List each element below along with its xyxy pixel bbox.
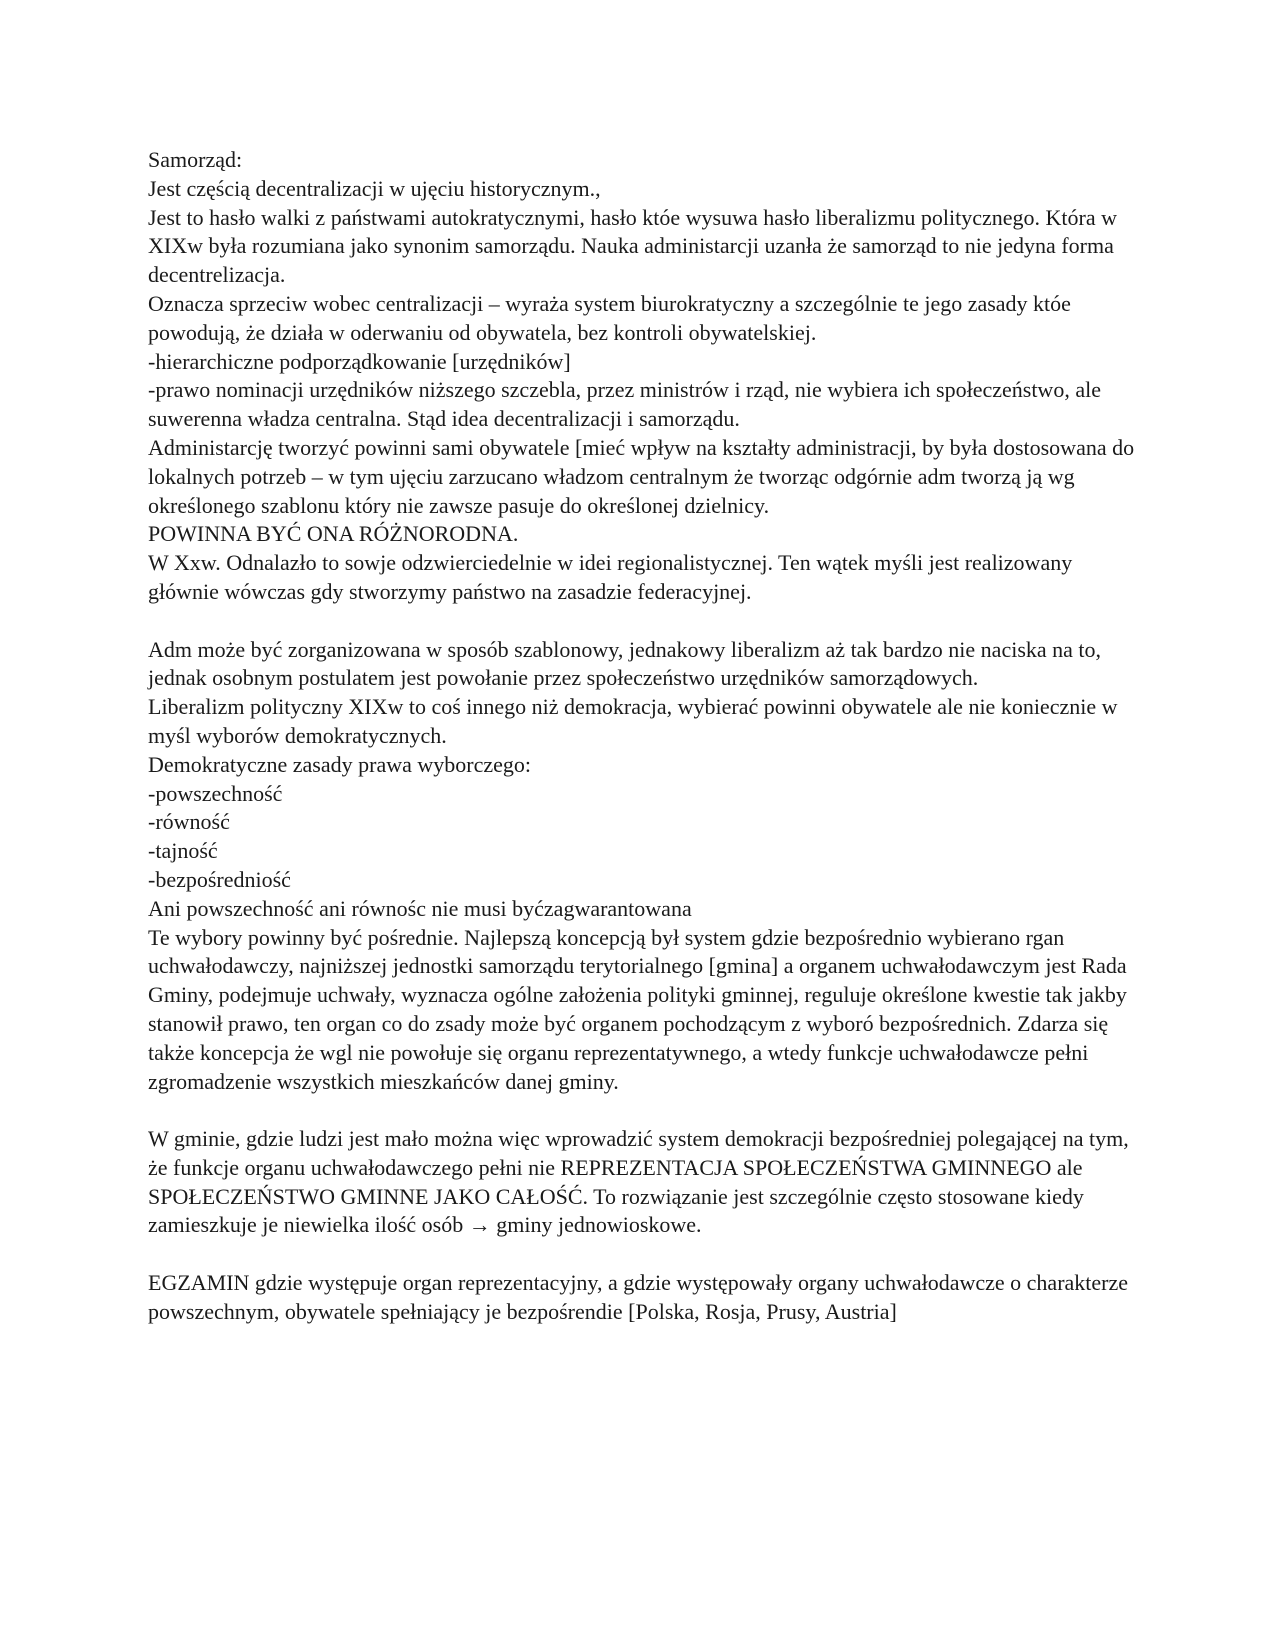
- paragraph: Te wybory powinny być pośrednie. Najlepszą koncepcją był system gdzie bezpośrednio wybierano rgan uchwałodawczy, najniższej jednostki samorządu terytorialnego [gmina] a organem uchwałodawczym jest Rada Gminy, podejmuje uchwały, wyznacza ogólne założenia polityki gminnej, reguluje określone kwestie tak jakby stanowił prawo, ten organ co do zsady może być organem pochodzącym z wyboró bezpośrednich. Zdarza się także koncepcja że wgl nie powołuje się organu reprezentatywnego, a wtedy funkcje uchwałodawcze pełni zgromadzenie wszystkich mieszkańców danej gminy.: [148, 924, 1127, 1094]
- paragraph: Liberalizm polityczny XIXw to coś innego niż demokracja, wybierać powinni obywatele ale nie koniecznie w myśl wyborów demokratycznych.: [148, 694, 1118, 748]
- blank-line: [148, 607, 1138, 636]
- heading-samorzad: Samorząd:: [148, 147, 243, 172]
- list-item: -powszechność: [148, 780, 283, 806]
- paragraph: W Xxw. Odnalazło to sowje odzwierciedelnie w idei regionalistycznej. Ten wątek myśli jest realizowany głównie wówczas gdy stworzymy państwo na zasadzie federacyjnej.: [148, 550, 1073, 604]
- paragraph: Adm może być zorganizowana w sposób szablonowy, jednakowy liberalizm aż tak bardzo nie naciska na to, jednak osobnym postulatem jest powołanie przez społeczeństwo urzędników samorządowych.: [148, 636, 1102, 691]
- blank-line: [148, 1096, 1138, 1125]
- list-item: -równość: [148, 809, 230, 835]
- document-body: [148, 146, 1138, 1327]
- list-item: -prawo nominacji urzędników niższego szczebla, przez ministrów i rząd, nie wybiera ich społeczeństwo, ale suwerenna władza centralna. Stąd idea decentralizacji i samorządu.: [148, 377, 1101, 432]
- list-item: -bezpośredniość: [148, 866, 291, 892]
- list-item: -tajność: [148, 838, 218, 864]
- exam-note-paragraph: EGZAMIN gdzie występuje organ reprezentacyjny, a gdzie występowały organy uchwałodawcze o charakterze powszechnym, obywatele spełniający je bezpośrendie [Polska, Rosja, Prusy, Austria]: [148, 1270, 1129, 1324]
- paragraph: Jest częścią decentralizacji w ujęciu historycznym.,: [148, 175, 601, 201]
- paragraph: W gminie, gdzie ludzi jest mało można więc wprowadzić system demokracji bezpośredniej polegającej na tym, że funkcje organu uchwałodawczego pełni nie REPREZENTACJA SPOŁECZEŃSTWA GMINNEGO ale SPOŁECZEŃSTWO GMINNE JAKO CAŁOŚĆ. To rozwiązanie jest szczególnie często stosowane kiedy zamieszkuje je niewielka ilość osób → gminy jednowioskowe.: [148, 1126, 1129, 1238]
- emphasis-line: POWINNA BYĆ ONA RÓŻNORODNA.: [148, 521, 519, 547]
- paragraph: Oznacza sprzeciw wobec centralizacji – wyraża system biurokratyczny a szczególnie te jego zasady któe powodują, że działa w oderwaniu od obywatela, bez kontroli obywatelskiej.: [148, 290, 1071, 345]
- paragraph: Administarcję tworzyć powinni sami obywatele [mieć wpływ na kształty administracji, by była dostosowana do lokalnych potrzeb – w tym ujęciu zarzucano władzom centralnym że tworząc odgórnie adm tworzą ją wg określonego szablonu który nie zawsze pasuje do określonej dzielnicy.: [148, 434, 1135, 518]
- paragraph: Ani powszechność ani równośc nie musi byćzagwarantowana: [148, 895, 692, 921]
- paragraph: Jest to hasło walki z państwami autokratycznymi, hasło któe wysuwa hasło liberalizmu politycznego. Która w XIXw była rozumiana jako synonim samorządu. Nauka administarcji uzanła że samorząd to nie jedyna forma decentrelizacja.: [148, 204, 1117, 288]
- list-heading: Demokratyczne zasady prawa wyborczego:: [148, 751, 531, 777]
- list-item: -hierarchiczne podporządkowanie [urzędników]: [148, 348, 571, 374]
- blank-line: [148, 1240, 1138, 1269]
